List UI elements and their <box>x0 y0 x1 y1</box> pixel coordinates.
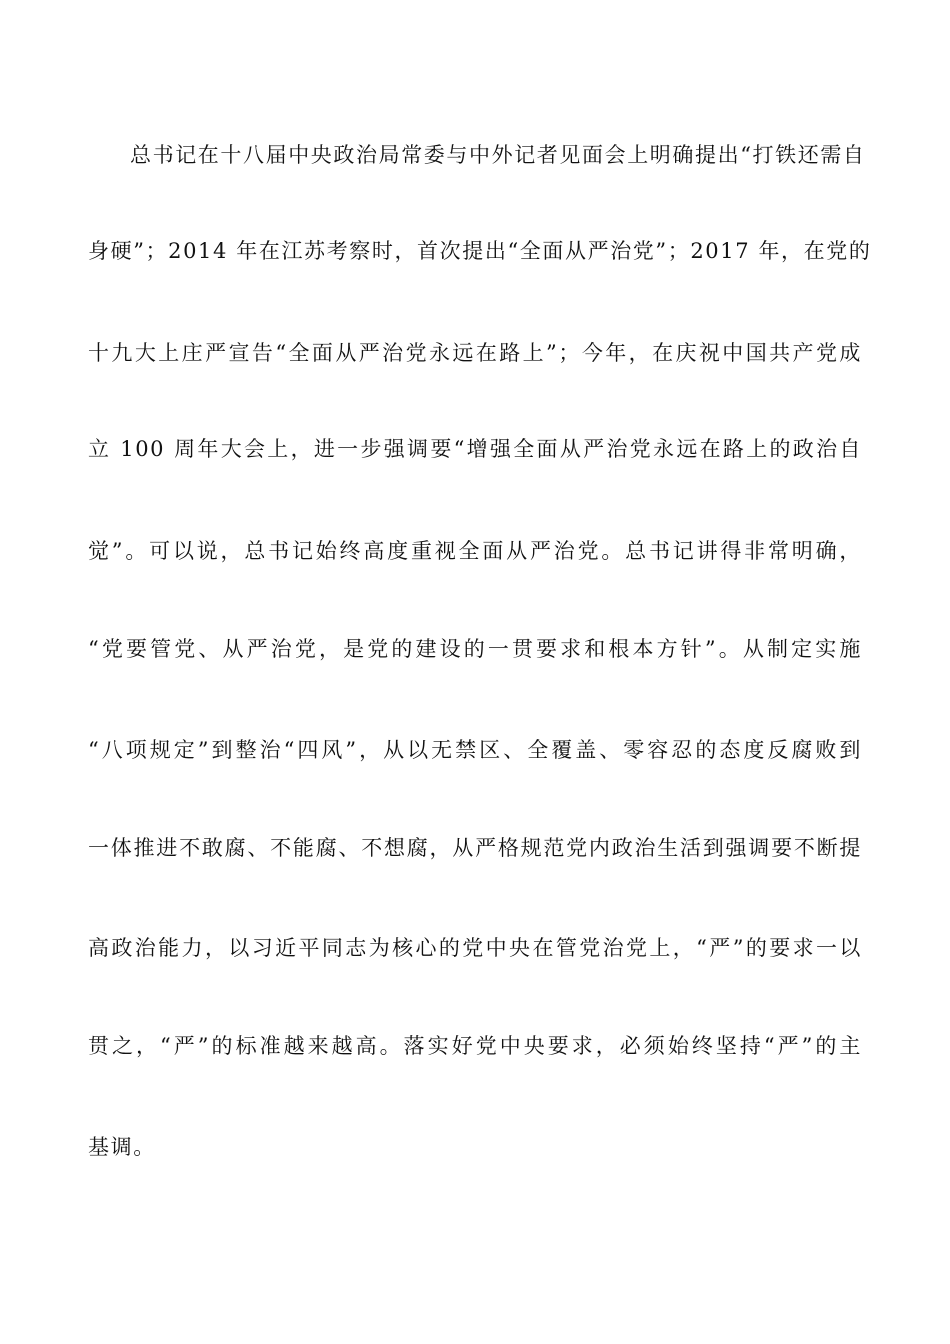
paragraph-line-9: 高政治能力，以习近平同志为核心的党中央在管党治党上，“严”的要求一以 <box>88 936 862 960</box>
paragraph-line-2: 身硬”；2014 年在江苏考察时，首次提出“全面从严治党”；2017 年，在党的 <box>88 239 872 263</box>
paragraph-line-10: 贯之，“严”的标准越来越高。落实好党中央要求，必须始终坚持“严”的主 <box>88 1034 862 1058</box>
paragraph-line-5: 觉”。可以说，总书记始终高度重视全面从严治党。总书记讲得非常明确， <box>88 539 862 563</box>
paragraph-line-8: 一体推进不敢腐、不能腐、不想腐，从严格规范党内政治生活到强调要不断提 <box>88 836 862 860</box>
paragraph-line-4: 立 100 周年大会上，进一步强调要“增强全面从严治党永远在路上的政治自 <box>88 437 862 461</box>
paragraph-line-11: 基调。 <box>88 1135 156 1159</box>
paragraph-line-7: “八项规定”到整治“四风”，从以无禁区、全覆盖、零容忍的态度反腐败到 <box>88 738 862 762</box>
paragraph-line-1: 总书记在十八届中央政治局常委与中外记者见面会上明确提出“打铁还需自 <box>130 143 866 167</box>
paragraph-line-6: “党要管党、从严治党，是党的建设的一贯要求和根本方针”。从制定实施 <box>88 637 862 661</box>
paragraph-line-3: 十九大上庄严宣告“全面从严治党永远在路上”；今年，在庆祝中国共产党成 <box>88 341 862 365</box>
